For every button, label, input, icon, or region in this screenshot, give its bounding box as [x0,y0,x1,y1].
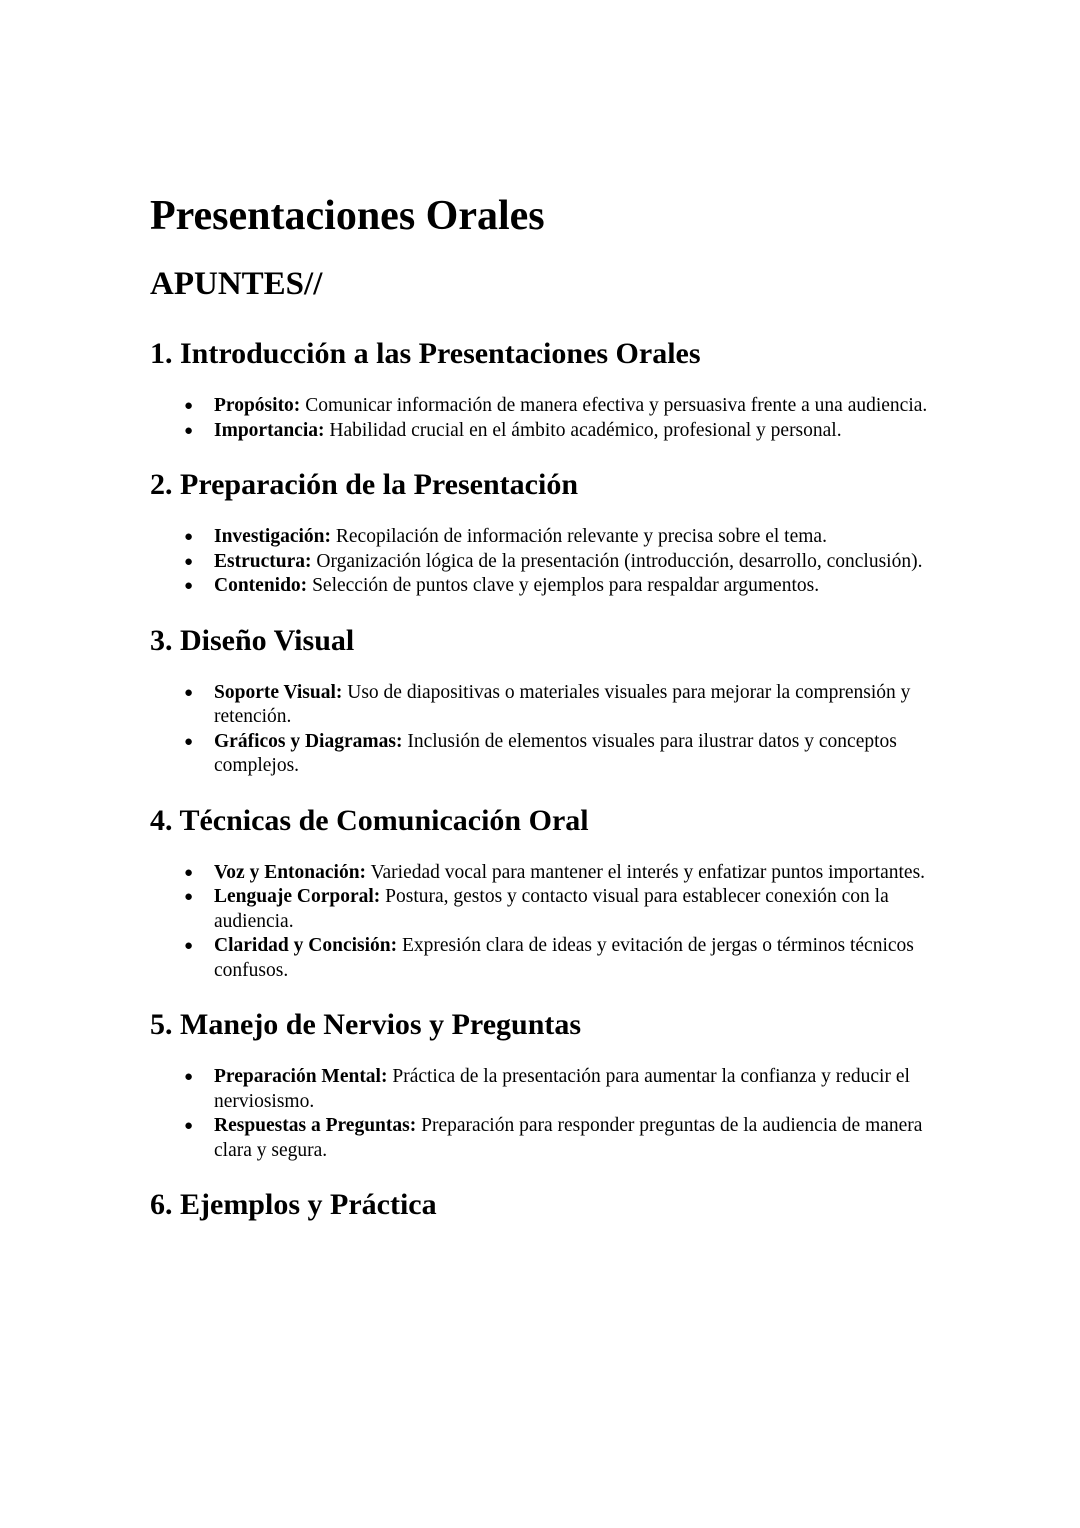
list-item [184,574,940,599]
list-item [184,934,940,983]
section-manejo-nervios [150,1005,940,1163]
list-item [184,525,940,550]
document-subtitle: APUNTES// [150,266,323,302]
bullet-icon: ● [184,889,194,905]
bullet-icon: ● [184,938,194,954]
bullet-icon: ● [184,422,194,439]
item-term: Gráficos y Diagramas: [214,730,403,752]
section-heading: 5. Manejo de Nervios y Preguntas [150,1008,582,1041]
item-term: Propósito: [214,395,301,416]
section-ejemplos [150,1185,940,1225]
section-heading: 3. Diseño Visual [150,623,355,657]
item-term: Importancia: [214,419,325,441]
item-term: Voz y Entonación: [214,861,367,883]
bullet-icon: ● [184,398,194,414]
list-item [184,730,940,779]
section-introduccion [150,334,940,443]
item-term: Preparación Mental: [214,1066,388,1087]
bullet-icon: ● [184,684,194,701]
bullet-icon: ● [184,733,194,750]
item-text: Comunicar información de manera efectiva y persuasiva frente a una audiencia. [305,395,928,416]
document-page [150,188,940,1225]
bullet-icon: ● [184,553,194,570]
bullet-icon: ● [184,1069,194,1085]
section-preparacion [150,465,940,599]
list-item [184,394,940,419]
item-text: Postura, gestos y contacto visual para establecer conexión con la audiencia. [214,886,889,932]
section-heading: 2. Preparación de la Presentación [150,468,578,501]
item-term: Contenido: [214,575,308,596]
item-text: Recopilación de información relevante y precisa sobre el tema. [335,526,827,547]
item-text: Habilidad crucial en el ámbito académico, profesional y personal. [329,419,842,441]
item-text: Variedad vocal para mantener el interés y enfatizar puntos importantes. [370,861,926,883]
list-item [184,885,940,934]
item-term: Claridad y Concisión: [214,935,398,956]
section-tecnicas [150,801,940,984]
item-term: Investigación: [214,526,331,547]
item-text: Expresión clara de ideas y evitación de jergas o términos técnicos confusos. [214,935,914,981]
bullet-list [150,525,940,599]
item-term: Soporte Visual: [214,681,343,703]
bullet-list [150,681,940,779]
item-text: Uso de diapositivas o materiales visuales para mejorar la comprensión y retención. [214,681,911,727]
bullet-list [150,1065,940,1163]
bullet-icon: ● [184,864,194,881]
list-item [184,681,940,730]
item-term: Lenguaje Corporal: [214,886,381,907]
list-item [184,419,940,444]
bullet-icon: ● [184,1118,194,1134]
bullet-list [150,861,940,984]
bullet-icon: ● [184,529,194,545]
bullet-icon: ● [184,578,194,594]
list-item [184,861,940,886]
item-term: Respuestas a Preguntas: [214,1115,417,1136]
section-heading: 6. Ejemplos y Práctica [150,1188,437,1221]
section-heading: 4. Técnicas de Comunicación Oral [150,803,589,837]
item-text: Selección de puntos clave y ejemplos para respaldar argumentos. [312,575,820,596]
item-text: Organización lógica de la presentación (introducción, desarrollo, conclusión). [316,550,923,572]
document-title: Presentaciones Orales [150,193,545,239]
section-heading: 1. Introducción a las Presentaciones Orales [150,337,701,370]
item-text: Práctica de la presentación para aumentar la confianza y reducir el nerviosismo. [214,1066,910,1112]
bullet-list [150,394,940,443]
list-item [184,1114,940,1163]
list-item [184,1065,940,1114]
item-text: Inclusión de elementos visuales para ilustrar datos y conceptos complejos. [214,730,897,776]
section-diseno-visual [150,621,940,779]
list-item [184,550,940,575]
item-term: Estructura: [214,550,312,572]
item-text: Preparación para responder preguntas de la audiencia de manera clara y segura. [214,1115,923,1161]
